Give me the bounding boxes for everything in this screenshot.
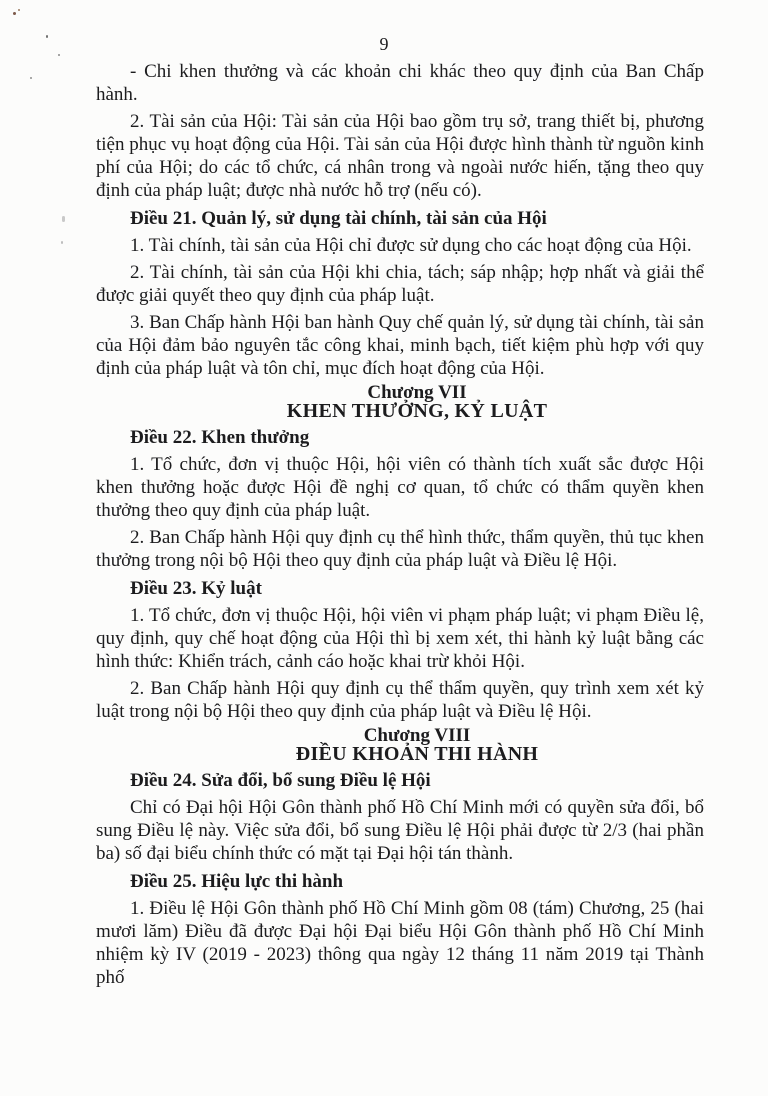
article-heading: Điều 21. Quản lý, sử dụng tài chính, tài sản của Hội [130, 208, 547, 229]
chapter-title: KHEN THƯỞNG, KỶ LUẬT [286, 400, 548, 422]
chapter-title: ĐIỀU KHOẢN THI HÀNH [295, 743, 539, 765]
article-heading: Điều 24. Sửa đổi, bổ sung Điều lệ Hội [130, 770, 431, 791]
paragraph: 3. Ban Chấp hành Hội ban hành Quy chế quản lý, sử dụng tài chính, tài sản của Hội đảm bảo nguyên tắc công khai, minh bạch, tiết kiệm phù hợp với quy định của pháp luật và tôn chỉ, mục đích hoạt động của Hội. [96, 312, 704, 379]
scan-speckle [62, 216, 65, 222]
page-number: 9 [379, 34, 389, 54]
paragraph: 1. Tổ chức, đơn vị thuộc Hội, hội viên vi phạm pháp luật; vi phạm Điều lệ, quy định, quy chế hoạt động của Hội thì bị xem xét, thi hành kỷ luật bằng các hình thức: Khiển trách, cảnh cáo hoặc khai trừ khỏi Hội. [96, 605, 704, 672]
article-heading: Điều 23. Kỷ luật [130, 578, 262, 599]
scan-speckle [61, 241, 63, 244]
chapter-number: Chương VII [367, 382, 467, 403]
chapter-number: Chương VIII [363, 725, 471, 746]
scan-speckle [58, 54, 60, 56]
document-body [96, 60, 704, 989]
paragraph: 2. Tài sản của Hội: Tài sản của Hội bao gồm trụ sở, trang thiết bị, phương tiện phục vụ hoạt động của Hội. Tài sản của Hội được hình thành từ nguồn kinh phí của Hội; do các tổ chức, cá nhân trong và ngoài nước hiến, tặng theo quy định của pháp luật; được nhà nước hỗ trợ (nếu có). [96, 111, 704, 201]
paragraph: 1. Tài chính, tài sản của Hội chỉ được sử dụng cho các hoạt động của Hội. [130, 235, 692, 256]
paragraph: 2. Ban Chấp hành Hội quy định cụ thể thẩm quyền, quy trình xem xét kỷ luật trong nội bộ Hội theo quy định của pháp luật và Điều lệ Hội. [96, 678, 704, 722]
scan-speckle [30, 77, 32, 79]
paragraph: 1. Tổ chức, đơn vị thuộc Hội, hội viên có thành tích xuất sắc được Hội khen thưởng hoặc được Hội đề nghị cơ quan, tổ chức có thẩm quyền khen thưởng theo quy định của pháp luật. [96, 454, 704, 521]
paragraph: Chỉ có Đại hội Hội Gôn thành phố Hồ Chí Minh mới có quyền sửa đổi, bổ sung Điều lệ này. Việc sửa đổi, bổ sung Điều lệ Hội phải được từ 2/3 (hai phần ba) số đại biểu chính thức có mặt tại Đại hội tán thành. [96, 797, 704, 864]
article-heading: Điều 22. Khen thưởng [130, 427, 310, 448]
paragraph: 1. Điều lệ Hội Gôn thành phố Hồ Chí Minh gồm 08 (tám) Chương, 25 (hai mươi lăm) Điều đã được Đại hội Đại biểu Hội Gôn thành phố Hồ Chí Minh nhiệm kỳ IV (2019 - 2023) thông qua ngày 12 tháng 11 năm 2019 tại Thành phố [96, 898, 704, 988]
article-heading: Điều 25. Hiệu lực thi hành [130, 871, 344, 892]
paragraph: - Chi khen thưởng và các khoản chi khác theo quy định của Ban Chấp hành. [96, 61, 704, 105]
scan-speckle [46, 35, 48, 38]
paragraph: 2. Ban Chấp hành Hội quy định cụ thể hình thức, thẩm quyền, thủ tục khen thưởng trong nội bộ Hội theo quy định của pháp luật và Điều lệ Hội. [96, 527, 704, 571]
scan-speckle [13, 12, 16, 15]
paragraph: 2. Tài chính, tài sản của Hội khi chia, tách; sáp nhập; hợp nhất và giải thể được giải quyết theo quy định của pháp luật. [96, 262, 704, 306]
scan-speckle [18, 9, 20, 11]
